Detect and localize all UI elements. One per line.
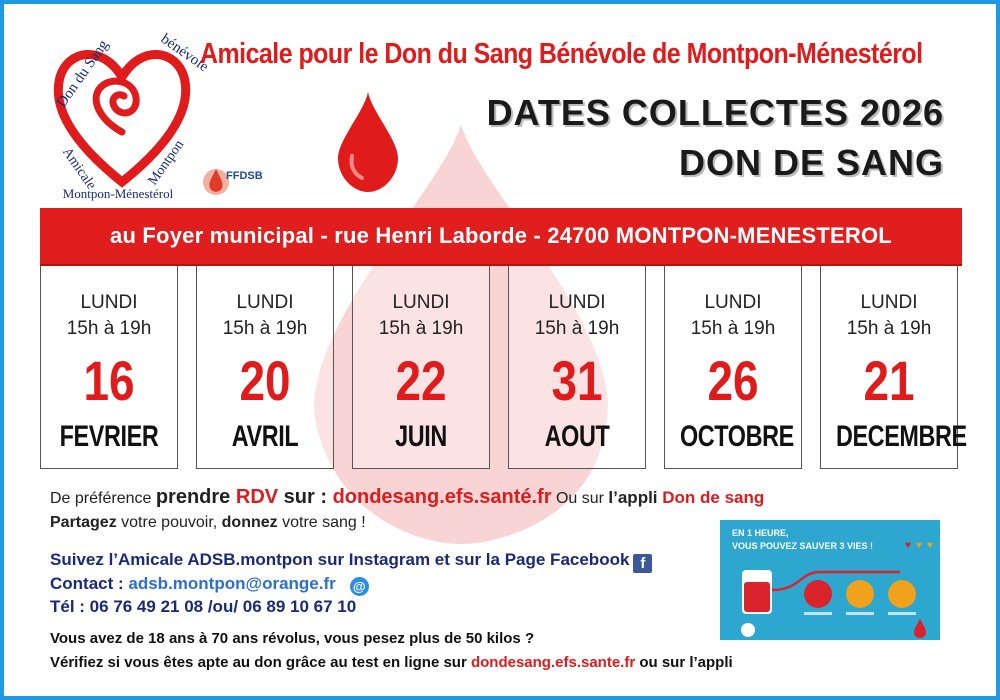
card-day: LUNDI — [236, 292, 294, 313]
card-month: FEVRIER — [59, 420, 159, 453]
card-month: AVRIL — [231, 420, 299, 453]
svg-text:Montpon: Montpon — [145, 137, 188, 189]
card-number: 31 — [551, 349, 603, 412]
location-banner: au Foyer municipal - rue Henri Laborde - 24700 MONTPON-MENESTEROL — [40, 208, 962, 266]
blood-drop-icon — [334, 92, 402, 192]
date-card-5 — [664, 266, 802, 469]
promo-image — [720, 520, 940, 640]
card-number: 16 — [83, 349, 135, 412]
date-card-6 — [820, 266, 967, 469]
appointment-line — [50, 486, 764, 509]
card-month: OCTOBRE — [679, 420, 794, 453]
card-day: LUNDI — [860, 292, 918, 313]
svg-text:bénévole: bénévole — [157, 31, 212, 76]
card-month: JUIN — [395, 420, 447, 453]
card-hours: 15h à 19h — [534, 318, 620, 339]
social-text: Suivez l’Amicale ADSB.montpon sur Instagram et sur la Page Facebook — [50, 550, 630, 569]
l1-text-g: l’appli — [608, 488, 663, 507]
test-line — [50, 654, 733, 671]
contact-label: Contact : — [50, 574, 129, 593]
svg-text:Don du Sang: Don du Sang — [53, 37, 112, 111]
l1-text-b: prendre — [155, 486, 236, 508]
card-hours: 15h à 19h — [222, 318, 308, 339]
date-card-3 — [352, 266, 490, 469]
ffdsb-label: FFDSB — [226, 170, 263, 182]
card-day: LUNDI — [704, 292, 762, 313]
date-card-4 — [508, 266, 646, 469]
promo-illustration-icon — [720, 520, 940, 640]
l7-text-c: ou sur l’appli — [635, 654, 733, 671]
card-day: LUNDI — [548, 292, 606, 313]
logo-caption: Montpon-Ménestérol — [62, 186, 174, 201]
card-hours: 15h à 19h — [66, 318, 152, 339]
phone-line: Tél : 06 76 49 21 08 /ou/ 06 89 10 67 10 — [50, 597, 357, 616]
date-cards — [40, 266, 967, 470]
card-day: LUNDI — [80, 292, 138, 313]
svg-text:♥: ♥ — [905, 540, 911, 551]
l7-text-a: Vérifiez si vous êtes apte au don grâce au test en ligne sur — [50, 654, 471, 671]
efs-website-link[interactable]: dondesang.efs.santé.fr — [332, 486, 552, 508]
card-number: 22 — [395, 349, 447, 412]
l1-text-d: sur : — [278, 486, 333, 508]
svg-text:♥: ♥ — [927, 540, 933, 551]
card-hours: 15h à 19h — [378, 318, 464, 339]
headline-don-de-sang: DON DE SANG — [678, 142, 944, 183]
date-card-1 — [40, 266, 178, 469]
email-icon: @ — [350, 577, 369, 596]
facebook-icon[interactable]: f — [633, 554, 652, 573]
promo-line-1: EN 1 HEURE, — [732, 528, 789, 538]
card-month: DECEMBRE — [835, 420, 967, 453]
app-name: Don de sang — [662, 488, 765, 507]
card-number: 21 — [863, 349, 915, 412]
l1-text-a: De préférence — [50, 490, 156, 507]
l2-partagez: Partagez — [50, 514, 117, 531]
card-number: 20 — [239, 349, 291, 412]
contact-line — [50, 574, 369, 596]
l2-text-d: votre sang ! — [277, 514, 366, 531]
page-title: Amicale pour le Don du Sang Bénévole de Montpon-Ménestérol — [200, 38, 923, 70]
l1-rdv: RDV — [235, 486, 279, 508]
eligibility-line: Vous avez de 18 ans à 70 ans révolus, vous pesez plus de 50 kilos ? — [50, 630, 535, 647]
card-number: 26 — [707, 349, 759, 412]
card-hours: 15h à 19h — [690, 318, 776, 339]
efs-test-link[interactable]: dondesang.efs.sante.fr — [470, 654, 636, 671]
promo-line-2: VOUS POUVEZ SAUVER 3 VIES ! — [732, 541, 874, 551]
social-line — [50, 550, 652, 573]
l2-donnez: donnez — [221, 514, 278, 531]
svg-text:Amicale: Amicale — [59, 145, 99, 193]
card-hours: 15h à 19h — [846, 318, 932, 339]
card-day: LUNDI — [392, 292, 450, 313]
amicale-logo-icon — [42, 22, 212, 202]
contact-email-link[interactable]: adsb.montpon@orange.fr — [128, 574, 336, 593]
svg-text:♥: ♥ — [916, 540, 922, 551]
card-month: AOUT — [544, 420, 610, 453]
l2-text-b: votre pouvoir, — [116, 514, 222, 531]
headline-dates: DATES COLLECTES 2026 — [486, 92, 944, 133]
l1-text-f: Ou sur — [551, 490, 609, 507]
date-card-2 — [196, 266, 334, 469]
share-line — [50, 514, 366, 532]
